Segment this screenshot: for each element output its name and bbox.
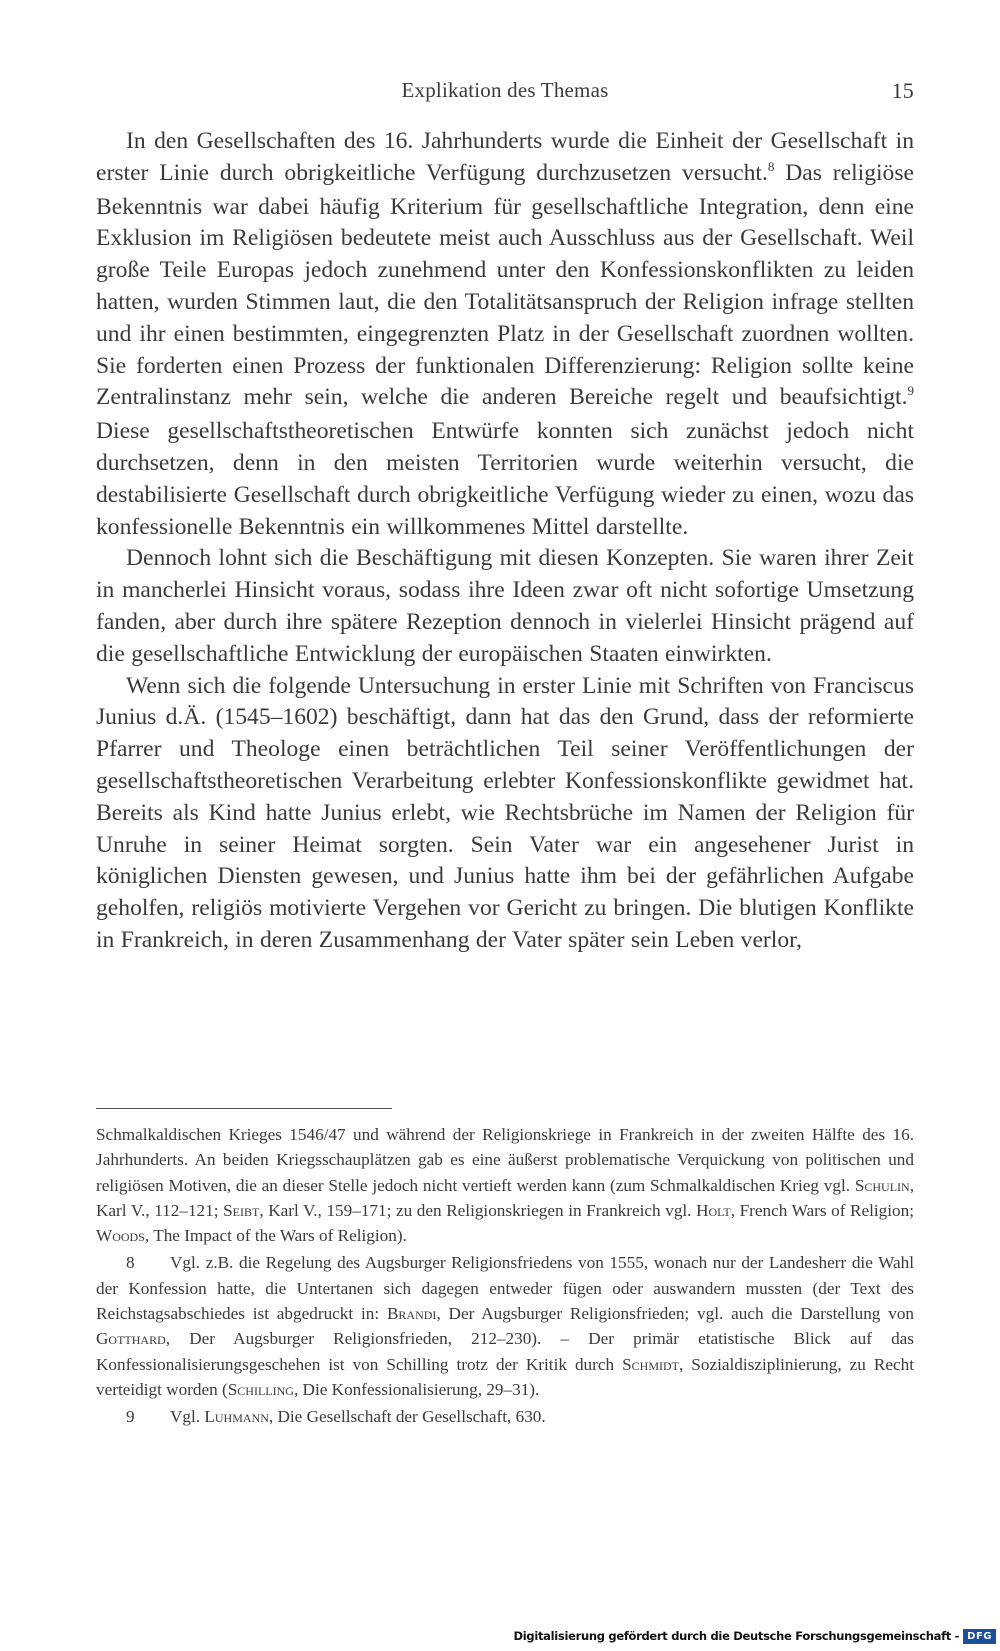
running-header — [96, 78, 914, 110]
digitization-credit — [514, 1625, 996, 1647]
footnote-8: 8 Vgl. z.B. die Regelung des Augsburger Religionsfriedens von 1555, wonach nur der Landesherr die Wahl der Konfession hatte, die Untertanen sich dagegen entweder fügen oder auswandern mussten (der Text des Reichstagsabschiedes ist abgedruckt in: Brandi, Der Augsburger Religionsfrieden; vgl. auch die Darstellung von Gotthard, Der Augsburger Religionsfrieden, 212–230). – Der primär etatistische Blick auf das Konfessionalisierungsgeschehen ist von Schilling trotz der Kritik durch Schmidt, Sozialdisziplinierung, zu Recht verteidigt worden (Schilling, Die Konfessionalisierung, 29–31). — [96, 1250, 914, 1402]
main-text — [96, 126, 914, 957]
paragraph-1: In den Gesellschaften des 16. Jahrhunderts wurde die Einheit der Gesellschaft in erster Linie durch obrigkeitliche Verfügung durchzusetzen versucht.$^8$ Das religiöse Bekenntnis war dabei häufig Kriterium für gesellschaftliche Integration, denn eine Exklusion im Religiösen bedeutete meist auch Ausschluss aus der Gesellschaft. Weil große Teile Europas jedoch zunehmend unter den Konfessionskonflikten zu leiden hatten, wurden Stimmen laut, die den Totalitätsanspruch der Religion infrage stellten und ihr einen bestimmten, eingegrenzten Platz in der Gesellschaft zuordnen wollten. Sie forderten einen Prozess der funktionalen Differenzierung: Religion sollte keine Zentralinstanz mehr sein, welche die anderen Bereiche regelt und beaufsichtigt.$^9$ Diese gesellschaftstheoretischen Entwürfe konnten sich zunächst jedoch nicht durchsetzen, denn in den meisten Territorien wurde weiterhin versucht, die destabilisierte Gesellschaft durch obrigkeitliche Verfügung wieder zu einen, wozu das konfessionelle Bekenntnis ein willkommenes Mittel darstellte. — [96, 128, 914, 540]
page-number: 15 — [891, 78, 914, 103]
paragraph-3: Wenn sich die folgende Untersuchung in erster Linie mit Schriften von Franciscus Junius d.Ä. (1545–1602) beschäftigt, dann hat das den Grund, dass der reformierte Pfarrer und Theologe einen beträchtlichen Teil seiner Veröffentlichungen der gesellschaftstheoretischen Verarbeitung erlebter Konfessionskonflikte gewidmet hat. Bereits als Kind hatte Junius erlebt, wie Rechtsbrüche im Namen der Religion für Unruhe in seiner Heimat sorgten. Sein Vater war ein angesehener Jurist in königlichen Diensten gewesen, und Junius hatte ihm bei der gefährlichen Aufgabe geholfen, religiös motivierte Vergehen vor Gericht zu bringen. Die blutigen Konflikte in Frankreich, in deren Zusammenhang der Vater später sein Leben verlor, — [96, 672, 914, 953]
footnote-divider — [96, 1108, 392, 1109]
footnote-number: 8 — [126, 1253, 135, 1273]
running-title: Explikation des Themas — [401, 78, 609, 102]
footnote-ref-9: 9 — [907, 383, 914, 399]
footnote-number: 9 — [126, 1407, 135, 1427]
footnote-9: 9 Vgl. Luhmann, Die Gesellschaft der Gesellschaft, 630. — [96, 1404, 914, 1429]
footnotes — [96, 1122, 914, 1432]
paragraph-2: Dennoch lohnt sich die Beschäftigung mit diesen Konzepten. Sie waren ihrer Zeit in mancherlei Hinsicht voraus, sodass ihre Ideen zwar oft nicht sofortige Umsetzung fanden, aber durch ihre spätere Rezeption dennoch in vielerlei Hinsicht prägend auf die gesellschaftliche Entwicklung der europäischen Staaten einwirkten. — [96, 545, 914, 667]
footnote-ref-8: 8 — [767, 158, 775, 174]
credit-text: Digitalisierung gefördert durch die Deutsche Forschungsgemeinschaft - — [513, 1629, 960, 1643]
dfg-logo-icon: DFG — [963, 1629, 996, 1644]
footnote-7-continuation: Schmalkaldischen Krieges 1546/47 und während der Religionskriege in Frankreich in der zweiten Hälfte des 16. Jahrhunderts. An beiden Kriegsschauplätzen gab es eine äußerst problematische Verquickung von politischen und religiösen Motiven, die an dieser Stelle jedoch nicht vertieft werden kann (zum Schmalkaldischen Krieg vgl. Schulin, Karl V., 112–121; Seibt, Karl V., 159–171; zu den Religionskriegen in Frankreich vgl. Holt, French Wars of Religion; Woods, The Impact of the Wars of Religion). — [96, 1125, 914, 1246]
